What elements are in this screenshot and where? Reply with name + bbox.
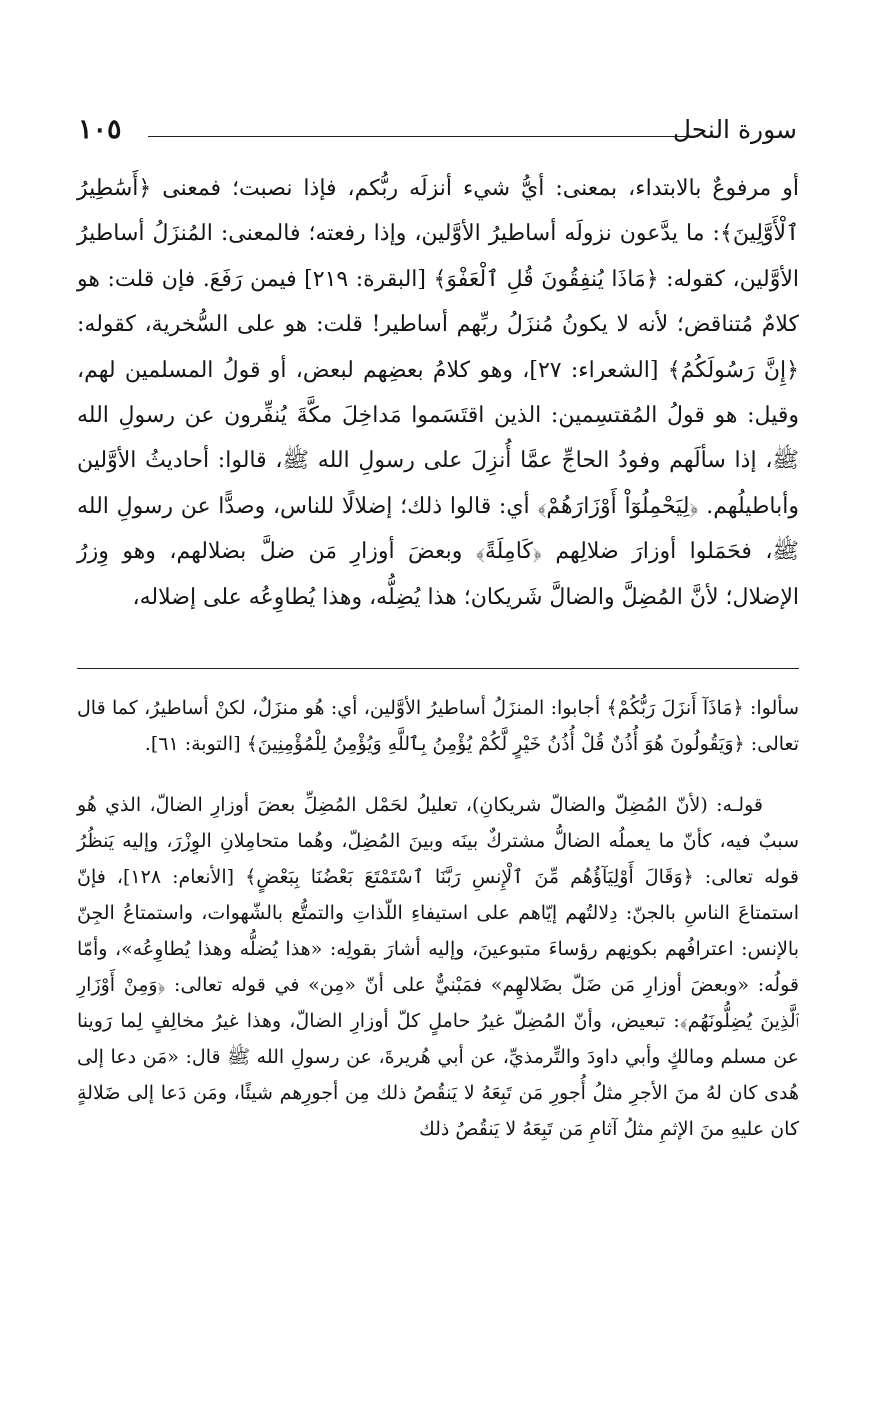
- main-text-block: [77, 166, 799, 620]
- page-number: ١٠٥: [78, 114, 122, 145]
- surah-name: سورة النحل: [672, 115, 797, 144]
- commentary-block: [77, 690, 799, 1147]
- commentary-paragraph-2: قولـه: (لأنّ المُضِلّ والضالّ شريكانِ)، تعليلُ لحَمْل المُضِلِّ بعضَ أوزارِ الضالّ، الذي هُو سببٌ فيه، كأنّ ما يعملُه الضالُّ مشتركٌ بينَه وبينَ المُضِلّ، وهُما متحامِلانِ الوِزْرَ، وإليه يَنظُرُ قوله تعالى: ﴿وَقَالَ أَوْلِيَآؤُهُم مِّنَ ٱلْإِنسِ رَبَّنَا ٱسْتَمْتَعَ بَعْضُنَا بِبَعْضٍ﴾ [الأنعام: ١٢٨]، فإنّ استمتاعَ الناسِ بالجنّ: دِلالتُهم إيّاهم على استيفاءِ اللّذاتِ والتمتُّع بالشّهوات، واستمتاعُ الجِنّ بالإنس: اعترافُهم بكونِهم رؤساءَ متبوعينَ، وإليه أشارَ بقولِه: «هذا يُضلُّه وهذا يُطاوِعُه»، وأمّا قولُه: «وبعضَ أوزارِ مَن ضَلّ بضَلالهِم» فمَبْنيٌّ على أنّ «مِن» في قوله تعالى: ﴿وَمِنْ أَوْزَارِ ٱلَّذِينَ يُضِلُّونَهُم﴾: تبعيض، وأنّ المُضِلّ غيرُ حاملٍ كلّ أوزارِ الضالّ، وهذا غيرُ مخالِفٍ لِما رَوينا عن مسلم ومالكٍ وأبي داودَ والتِّرمذيِّ، عن أبي هُريرةَ، عن رسولِ الله ﷺ قال: «مَن دعا إلى هُدى كان لهُ منَ الأجرِ مثلُ أُجورِ مَن تَبِعَهُ لا يَنقُصُ ذلك مِن أجورِهم شيئًا، ومَن دَعا إلى ضَلالةٍ كان عليهِ منَ الإثمِ مثلُ آثامِ مَن تَبِعَهُ لا يَنقُصُ ذلك: [77, 794, 799, 1140]
- main-paragraph: أو مرفوعٌ بالابتداء، بمعنى: أيُّ شيء أنزلَه ربُّكم، فإذا نصبت؛ فمعنى ﴿أَسَٰطِيرُ ٱلْأَوَّلِينَ﴾: ما يدَّعون نزولَه أساطيرُ الأوَّلين، وإذا رفعته؛ فالمعنى: المُنزَلُ أساطيرُ الأوَّلين، كقوله: ﴿مَاذَا يُنفِقُونَ قُلِ ٱلْعَفْوَ﴾ [البقرة: ٢١٩] فيمن رَفَعَ. فإن قلت: هو كلامٌ مُتناقض؛ لأنه لا يكونُ مُنزَلُ ربِّهم أساطير! قلت: هو على السُّخرية، كقوله: ﴿إِنَّ رَسُولَكُمُ﴾ [الشعراء: ٢٧]، وهو كلامُ بعضِهم لبعض، أو قولُ المسلمين لهم، وقيل: هو قولُ المُقتسِمين: الذين اقتَسَموا مَداخِلَ مكَّةَ يُنفِّرون عن رسولِ الله ﷺ، إذا سألَهم وفودُ الحاجِّ عمَّا أُنزِلَ على رسولِ الله ﷺ، قالوا: أحاديثُ الأوَّلين وأباطيلُهم. ﴿لِيَحْمِلُوٓاْ أَوْزَارَهُمْ﴾ أي: قالوا ذلك؛ إضلالًا للناس، وصدًّا عن رسولِ الله ﷺ، فحَمَلوا أوزارَ ضلالِهم ﴿كَامِلَةً﴾ وبعضَ أوزارِ مَن ضلَّ بضلالهم، وهو وِزرُ الإضلال؛ لأنَّ المُضِلَّ والضالَّ شَريكان؛ هذا يُضِلُّه، وهذا يُطاوِعُه على إضلاله،: [77, 176, 799, 610]
- commentary-paragraph-1: سألوا: ﴿مَاذَآ أَنزَلَ رَبُّكُمْ﴾ أجابوا: المنزَلُ أساطيرُ الأوَّلين، أي: هُو منزَلٌ، لكنْ أساطيرُ، كما قال تعالى: ﴿وَيَقُولُونَ هُوَ أُذُنٌ قُلْ أُذُنُ خَيْرٍ لَّكُمْ يُؤْمِنُ بِٱللَّهِ وَيُؤْمِنُ لِلْمُؤْمِنِينَ﴾ [التوبة: ٦١].: [77, 697, 799, 755]
- header-rule: [148, 136, 687, 137]
- footnote-separator: [77, 668, 799, 669]
- page-header: [78, 112, 797, 152]
